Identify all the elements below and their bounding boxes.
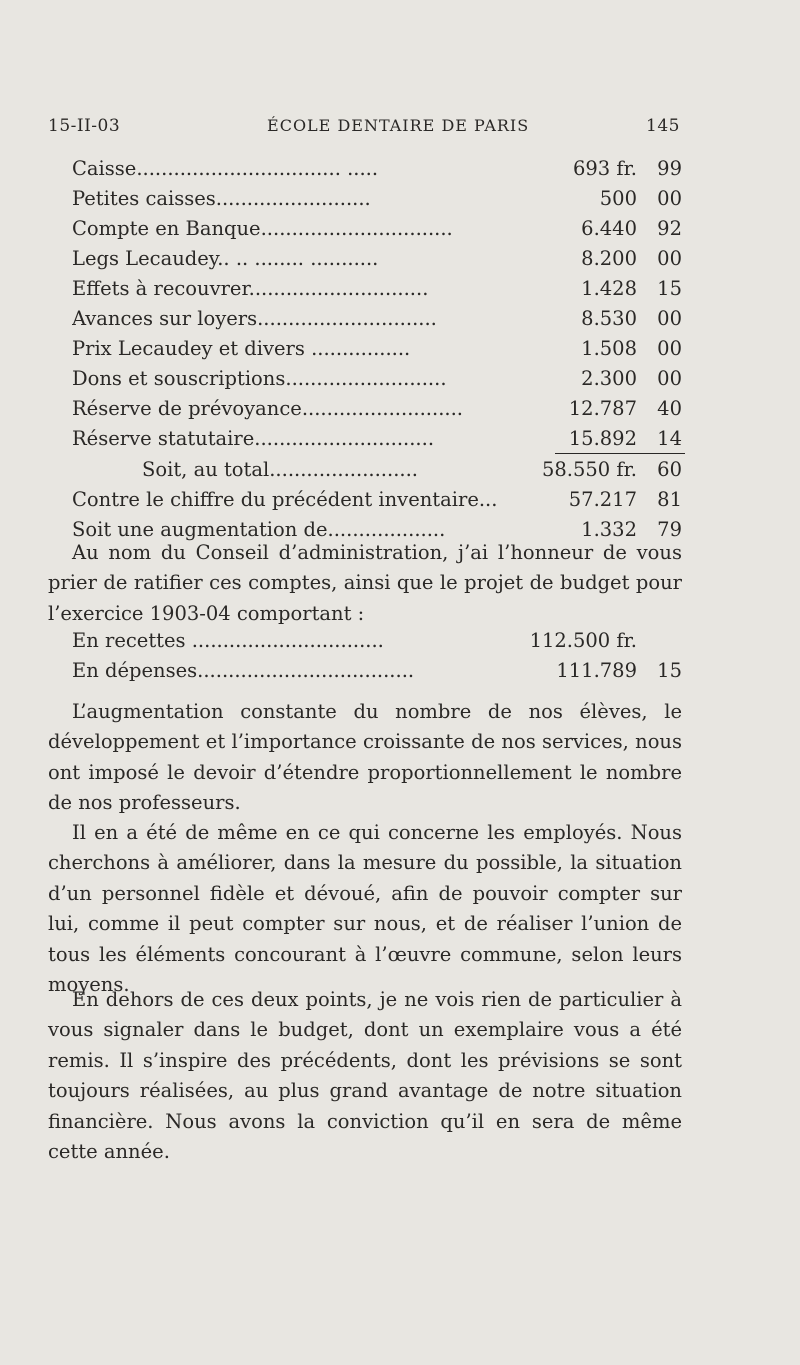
budget-amount: 111.789 <box>556 658 637 682</box>
ledger-cents: 99 <box>657 156 682 180</box>
paragraph-ratification: Au nom du Conseil d’administration, j’ai l’honneur de vous prier de ratifier ces comptes, ainsi que le projet de budget pour l’exercice 1903-04 comportant : <box>48 541 682 625</box>
ledger-amount: 6.440 <box>581 216 637 240</box>
ledger-amount: 15.892 <box>568 426 637 450</box>
ledger-label: Avances sur loyers............................. <box>72 306 437 330</box>
ledger-amount: 12.787 <box>568 396 637 420</box>
ledger-cents: 92 <box>657 216 682 240</box>
previous-amount: 57.217 <box>568 487 637 511</box>
ledger-label: Prix Lecaudey et divers ................ <box>72 336 411 360</box>
page-number: 145 <box>646 116 680 136</box>
ledger-cents: 00 <box>657 366 682 390</box>
ledger-amount: 8.530 <box>581 306 637 330</box>
ledger-row <box>72 393 682 423</box>
ledger-row <box>72 213 682 243</box>
previous-cents: 81 <box>657 487 682 511</box>
budget-table <box>72 625 682 685</box>
header-date: 15-II-03 <box>48 116 121 136</box>
total-amount: 58.550 fr. <box>541 457 637 481</box>
increase-label: Soit une augmentation de................... <box>72 517 446 541</box>
budget-amount: 112.500 fr. <box>529 628 637 652</box>
paragraph-budget: En dehors de ces deux points, je ne vois rien de particulier à vous signaler dans le budget, dont un exemplaire vous a été remis. Il s’inspire des précédents, dont les prévisions se sont toujours réalisées, au plus grand avantage de notre situation financière. Nous avons la conviction qu’il en sera de même cette année. <box>48 988 682 1164</box>
ledger-cents: 00 <box>657 336 682 360</box>
ledger-cents: 15 <box>657 276 682 300</box>
previous-row <box>72 484 682 514</box>
ledger-cents: 00 <box>657 306 682 330</box>
budget-cents: 15 <box>657 658 682 682</box>
ledger-label: Petites caisses......................... <box>72 186 371 210</box>
ledger-amount: 693 fr. <box>572 156 637 180</box>
ledger-amount: 1.428 <box>581 276 637 300</box>
budget-row <box>72 625 682 655</box>
ledger-cents: 14 <box>657 426 682 450</box>
ledger-amount: 2.300 <box>581 366 637 390</box>
running-header <box>48 116 680 136</box>
ledger-row <box>72 183 682 213</box>
ledger-label: Effets à recouvrer............................. <box>72 276 429 300</box>
ledger-amount: 8.200 <box>581 246 637 270</box>
ledger-row <box>72 363 682 393</box>
ledger-row <box>72 153 682 183</box>
accounts-table <box>72 153 682 544</box>
ledger-row <box>72 303 682 333</box>
ledger-label: Réserve de prévoyance.......................... <box>72 396 463 420</box>
ledger-cents: 00 <box>657 246 682 270</box>
ledger-amount: 1.508 <box>581 336 637 360</box>
budget-row <box>72 655 682 685</box>
increase-amount: 1.332 <box>581 517 637 541</box>
paragraph-students: L’augmentation constante du nombre de nos élèves, le développement et l’importance croissante de nos services, nous ont imposé le devoir d’étendre proportionnellement le nombre de nos professeurs. <box>48 700 682 815</box>
ledger-label: Compte en Banque............................... <box>72 216 453 240</box>
ledger-row <box>72 243 682 273</box>
header-journal-title: ÉCOLE DENTAIRE DE PARIS <box>267 116 530 135</box>
ledger-label: Dons et souscriptions.......................... <box>72 366 447 390</box>
budget-label: En dépenses................................... <box>72 658 415 682</box>
ledger-label: Réserve statutaire............................. <box>72 426 435 450</box>
total-cents: 60 <box>657 457 682 481</box>
ledger-cents: 00 <box>657 186 682 210</box>
ledger-label: Caisse................................. ..... <box>72 156 379 180</box>
total-label: Soit, au total........................ <box>142 457 418 481</box>
previous-label: Contre le chiffre du précédent inventaire... <box>72 487 498 511</box>
ledger-row <box>72 333 682 363</box>
ledger-cents: 40 <box>657 396 682 420</box>
budget-label: En recettes ............................... <box>72 628 384 652</box>
paragraph-employees: Il en a été de même en ce qui concerne les employés. Nous cherchons à améliorer, dans la mesure du possible, la situation d’un personnel fidèle et dévoué, afin de pouvoir compter sur lui, comme il peut compter sur nous, et de réaliser l’union de tous les éléments concourant à l’œuvre commune, selon leurs moyens. <box>48 821 682 997</box>
ledger-amount: 500 <box>599 186 637 210</box>
ledger-label: Legs Lecaudey.. .. ........ ........... <box>72 246 379 270</box>
ledger-row <box>72 273 682 303</box>
total-row <box>72 454 682 484</box>
ledger-row <box>72 423 682 453</box>
increase-cents: 79 <box>657 517 682 541</box>
